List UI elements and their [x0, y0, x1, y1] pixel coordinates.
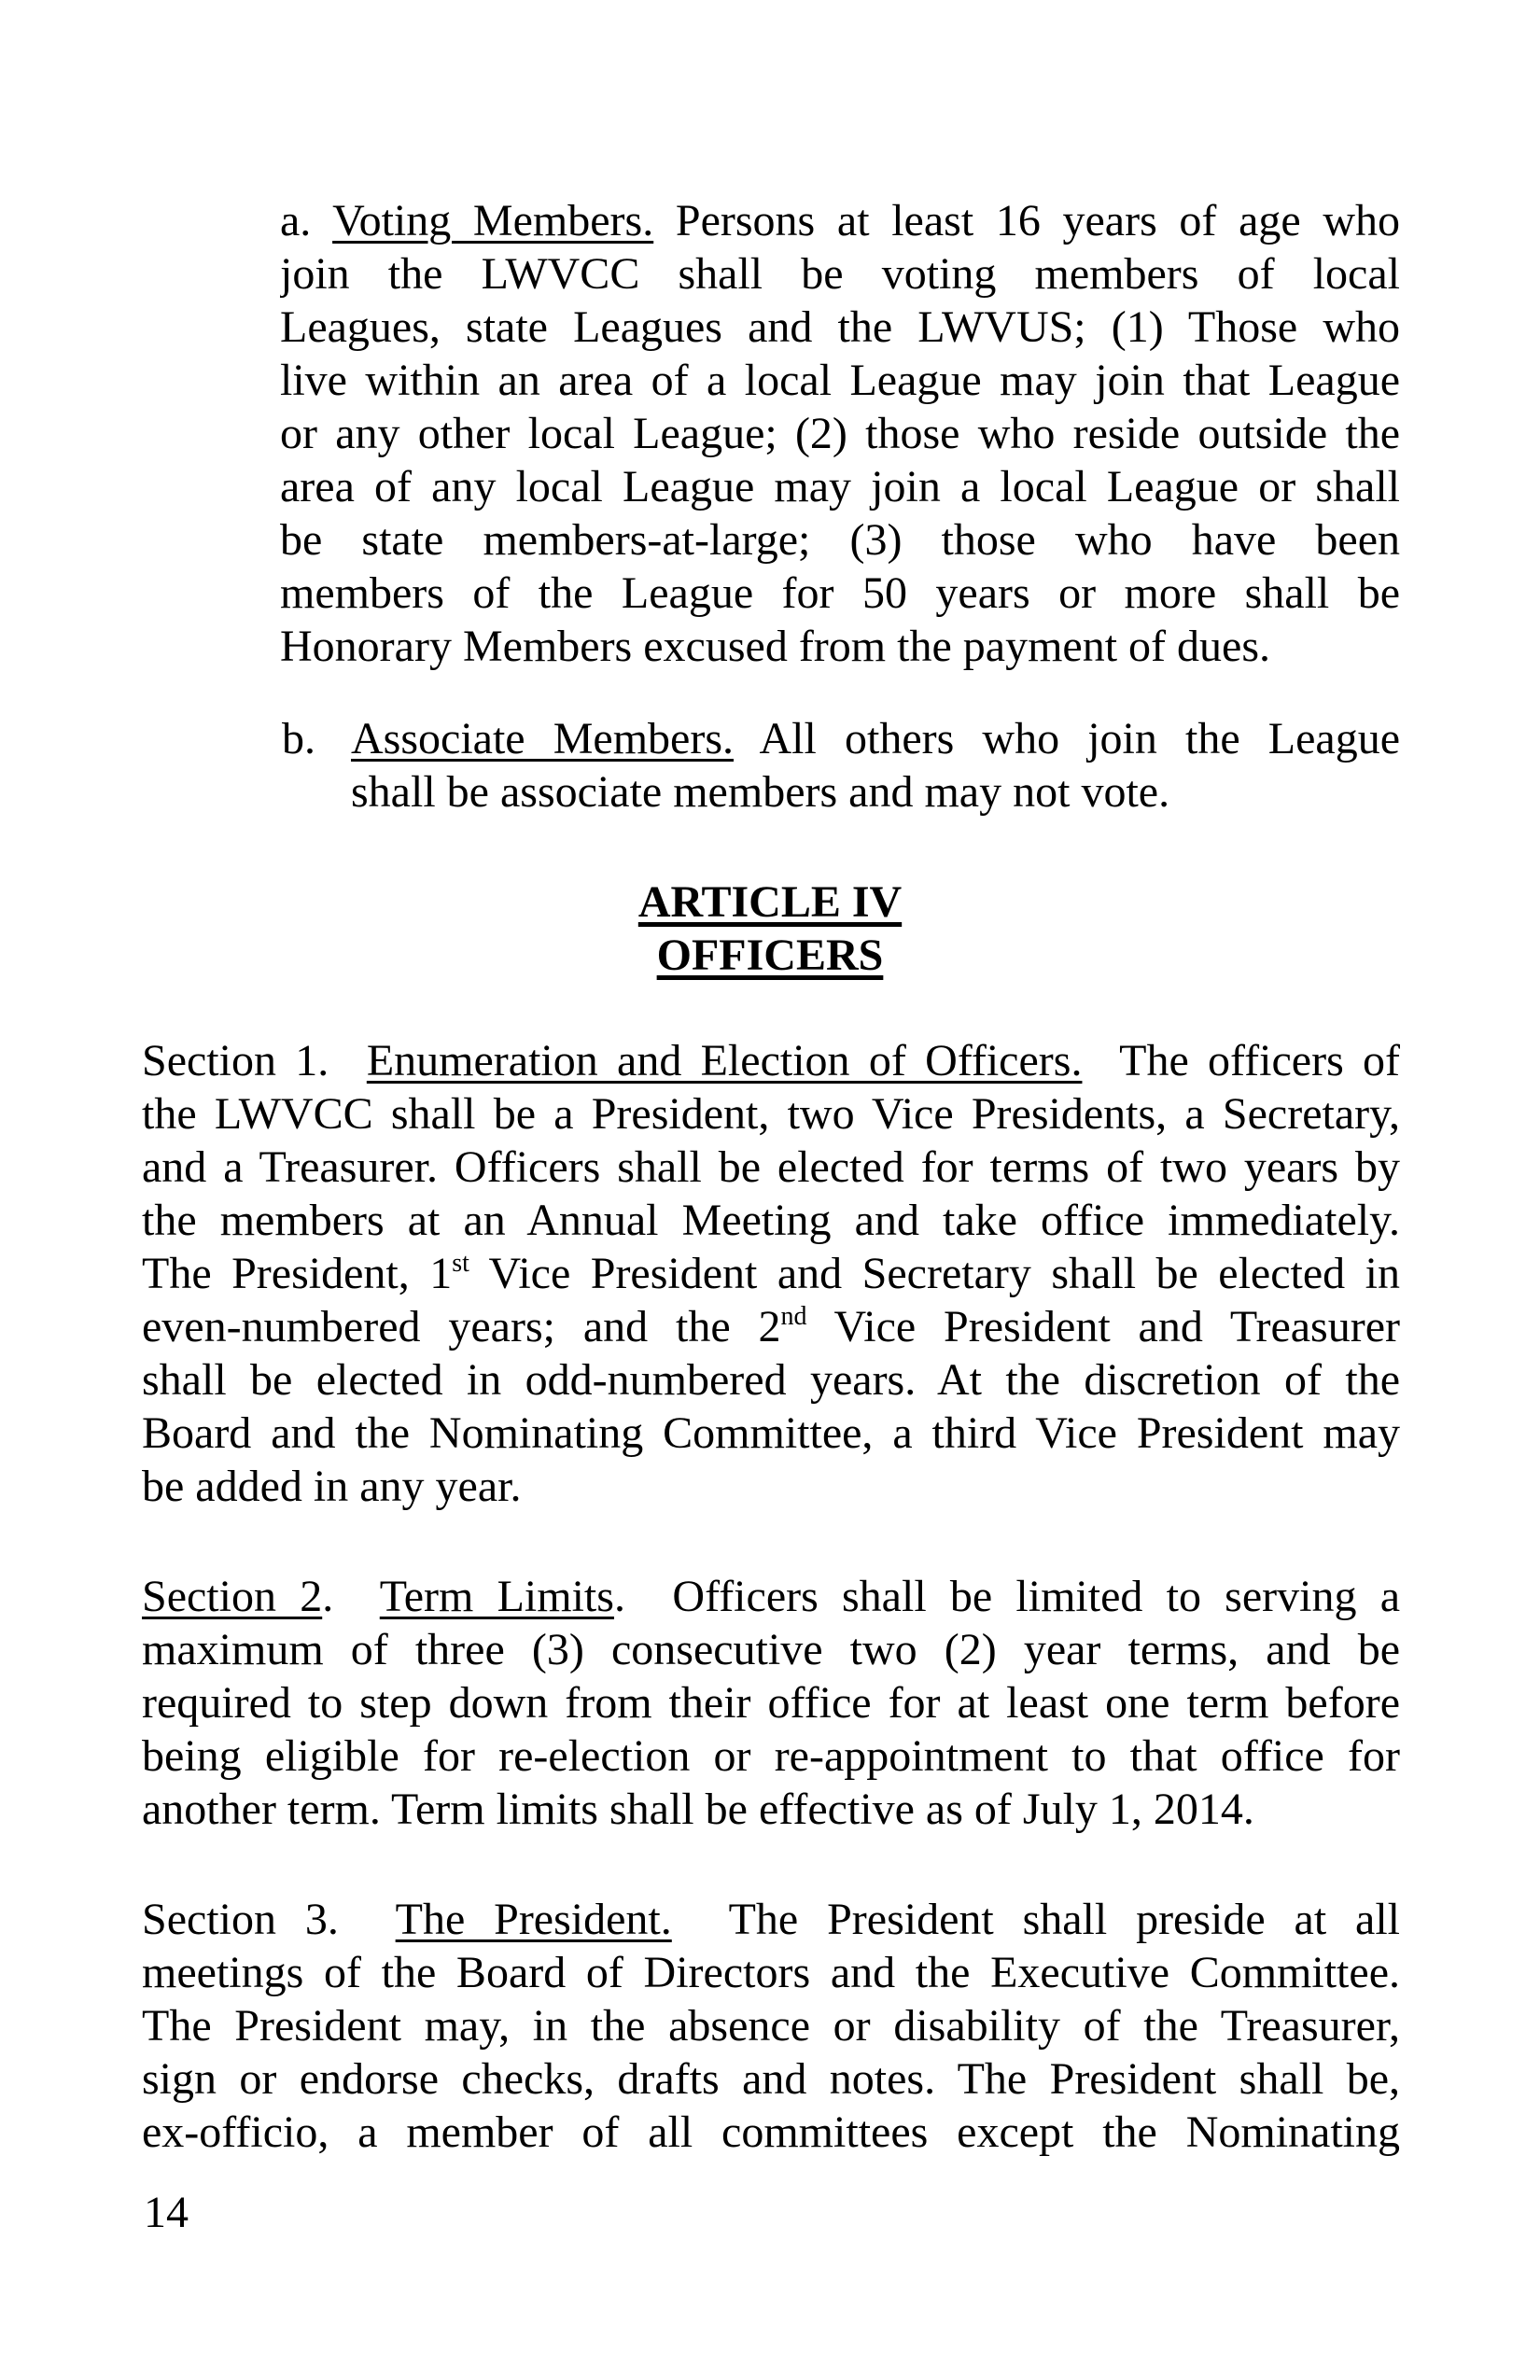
section-2-title: Term Limits	[379, 1572, 614, 1621]
section-3-line-1	[142, 1893, 1400, 1946]
section-1-line-6	[142, 1300, 1400, 1353]
section-2-text: Officers shall be limited to serving a	[672, 1572, 1400, 1621]
item-a-line-1	[280, 194, 1400, 247]
section-1-line-2: the LWVCC shall be a President, two Vice Presidents, a Secretary,	[142, 1089, 1400, 1139]
section-1-line-5	[142, 1247, 1400, 1300]
item-b-title: Associate Members.	[351, 714, 735, 763]
section-3-line-3: The President may, in the absence or disability of the Treasurer,	[142, 2001, 1400, 2051]
section-1-line-9: be added in any year.	[142, 1462, 522, 1511]
section-3-title: The President.	[395, 1895, 672, 1944]
item-a-line-9: Honorary Members excused from the payment of dues.	[280, 622, 1271, 671]
section-1-line-4: the members at an Annual Meeting and take office immediately.	[142, 1196, 1400, 1245]
section-1-line-6-b: Vice President and Treasurer	[833, 1302, 1400, 1351]
section-1-line-8: Board and the Nominating Committee, a third Vice President may	[142, 1408, 1400, 1458]
item-a-marker: a.	[280, 196, 312, 245]
item-a-line-3: Leagues, state Leagues and the LWVUS; (1) Those who	[280, 302, 1400, 352]
section-1-line-1	[142, 1034, 1400, 1087]
item-b-text: All others who join the League	[759, 714, 1400, 763]
ordinal-suffix-st: st	[452, 1249, 469, 1278]
item-a-line-7: be state members-at-large; (3) those who have been	[280, 515, 1400, 565]
section-2-line-4: being eligible for re-election or re-appointment to that office for	[142, 1731, 1400, 1781]
item-b-line-1	[351, 712, 1400, 765]
section-2-line-3: required to step down from their office for at least one term before	[142, 1678, 1400, 1728]
section-2-label-period: .	[322, 1572, 334, 1621]
section-1-line-6-a: even-numbered years; and the 2	[142, 1302, 781, 1351]
section-2-line-2: maximum of three (3) consecutive two (2) year terms, and be	[142, 1625, 1400, 1674]
article-title	[0, 929, 1540, 982]
item-a-title: Voting Members.	[332, 196, 654, 245]
section-3-text: The President shall preside at all	[728, 1895, 1400, 1944]
item-a-line-6: area of any local League may join a local League or shall	[280, 462, 1400, 511]
section-1-line-5-b: Vice President and Secretary shall be elected in	[488, 1249, 1400, 1298]
item-a-line-2: join the LWVCC shall be voting members of local	[280, 249, 1400, 299]
section-2-title-period: .	[613, 1572, 625, 1621]
section-1-line-7: shall be elected in odd-numbered years. At the discretion of the	[142, 1355, 1400, 1405]
section-1-text: The officers of	[1119, 1036, 1400, 1085]
section-3-line-4: sign or endorse checks, drafts and notes. The President shall be,	[142, 2054, 1400, 2104]
section-1-label: Section 1.	[142, 1036, 329, 1085]
section-3-line-5: ex-officio, a member of all committees except the Nominating	[142, 2107, 1400, 2157]
section-2-line-5: another term. Term limits shall be effective as of July 1, 2014.	[142, 1785, 1254, 1834]
section-3-line-2: meetings of the Board of Directors and the Executive Committee.	[142, 1948, 1400, 1997]
article-title-text: OFFICERS	[656, 931, 884, 980]
item-b-line-2: shall be associate members and may not vote.	[351, 767, 1170, 817]
item-a-text: Persons at least 16 years of age who	[675, 196, 1400, 245]
section-2-line-1	[142, 1570, 1400, 1623]
section-1-line-5-a: The President, 1	[142, 1249, 453, 1298]
section-2-label: Section 2	[142, 1572, 323, 1621]
item-a-line-5: or any other local League; (2) those who reside outside the	[280, 409, 1400, 458]
section-3-label: Section 3.	[142, 1895, 339, 1944]
section-1-line-3: and a Treasurer. Officers shall be elected for terms of two years by	[142, 1142, 1400, 1192]
section-1-title: Enumeration and Election of Officers.	[366, 1036, 1083, 1085]
item-b-marker: b.	[282, 714, 315, 763]
item-a-line-4: live within an area of a local League may join that League	[280, 356, 1400, 405]
ordinal-suffix-nd: nd	[780, 1302, 807, 1331]
article-number	[0, 875, 1540, 929]
page-number: 14	[144, 2188, 189, 2237]
article-number-text: ARTICLE IV	[637, 877, 903, 927]
item-a-line-8: members of the League for 50 years or more shall be	[280, 568, 1400, 618]
